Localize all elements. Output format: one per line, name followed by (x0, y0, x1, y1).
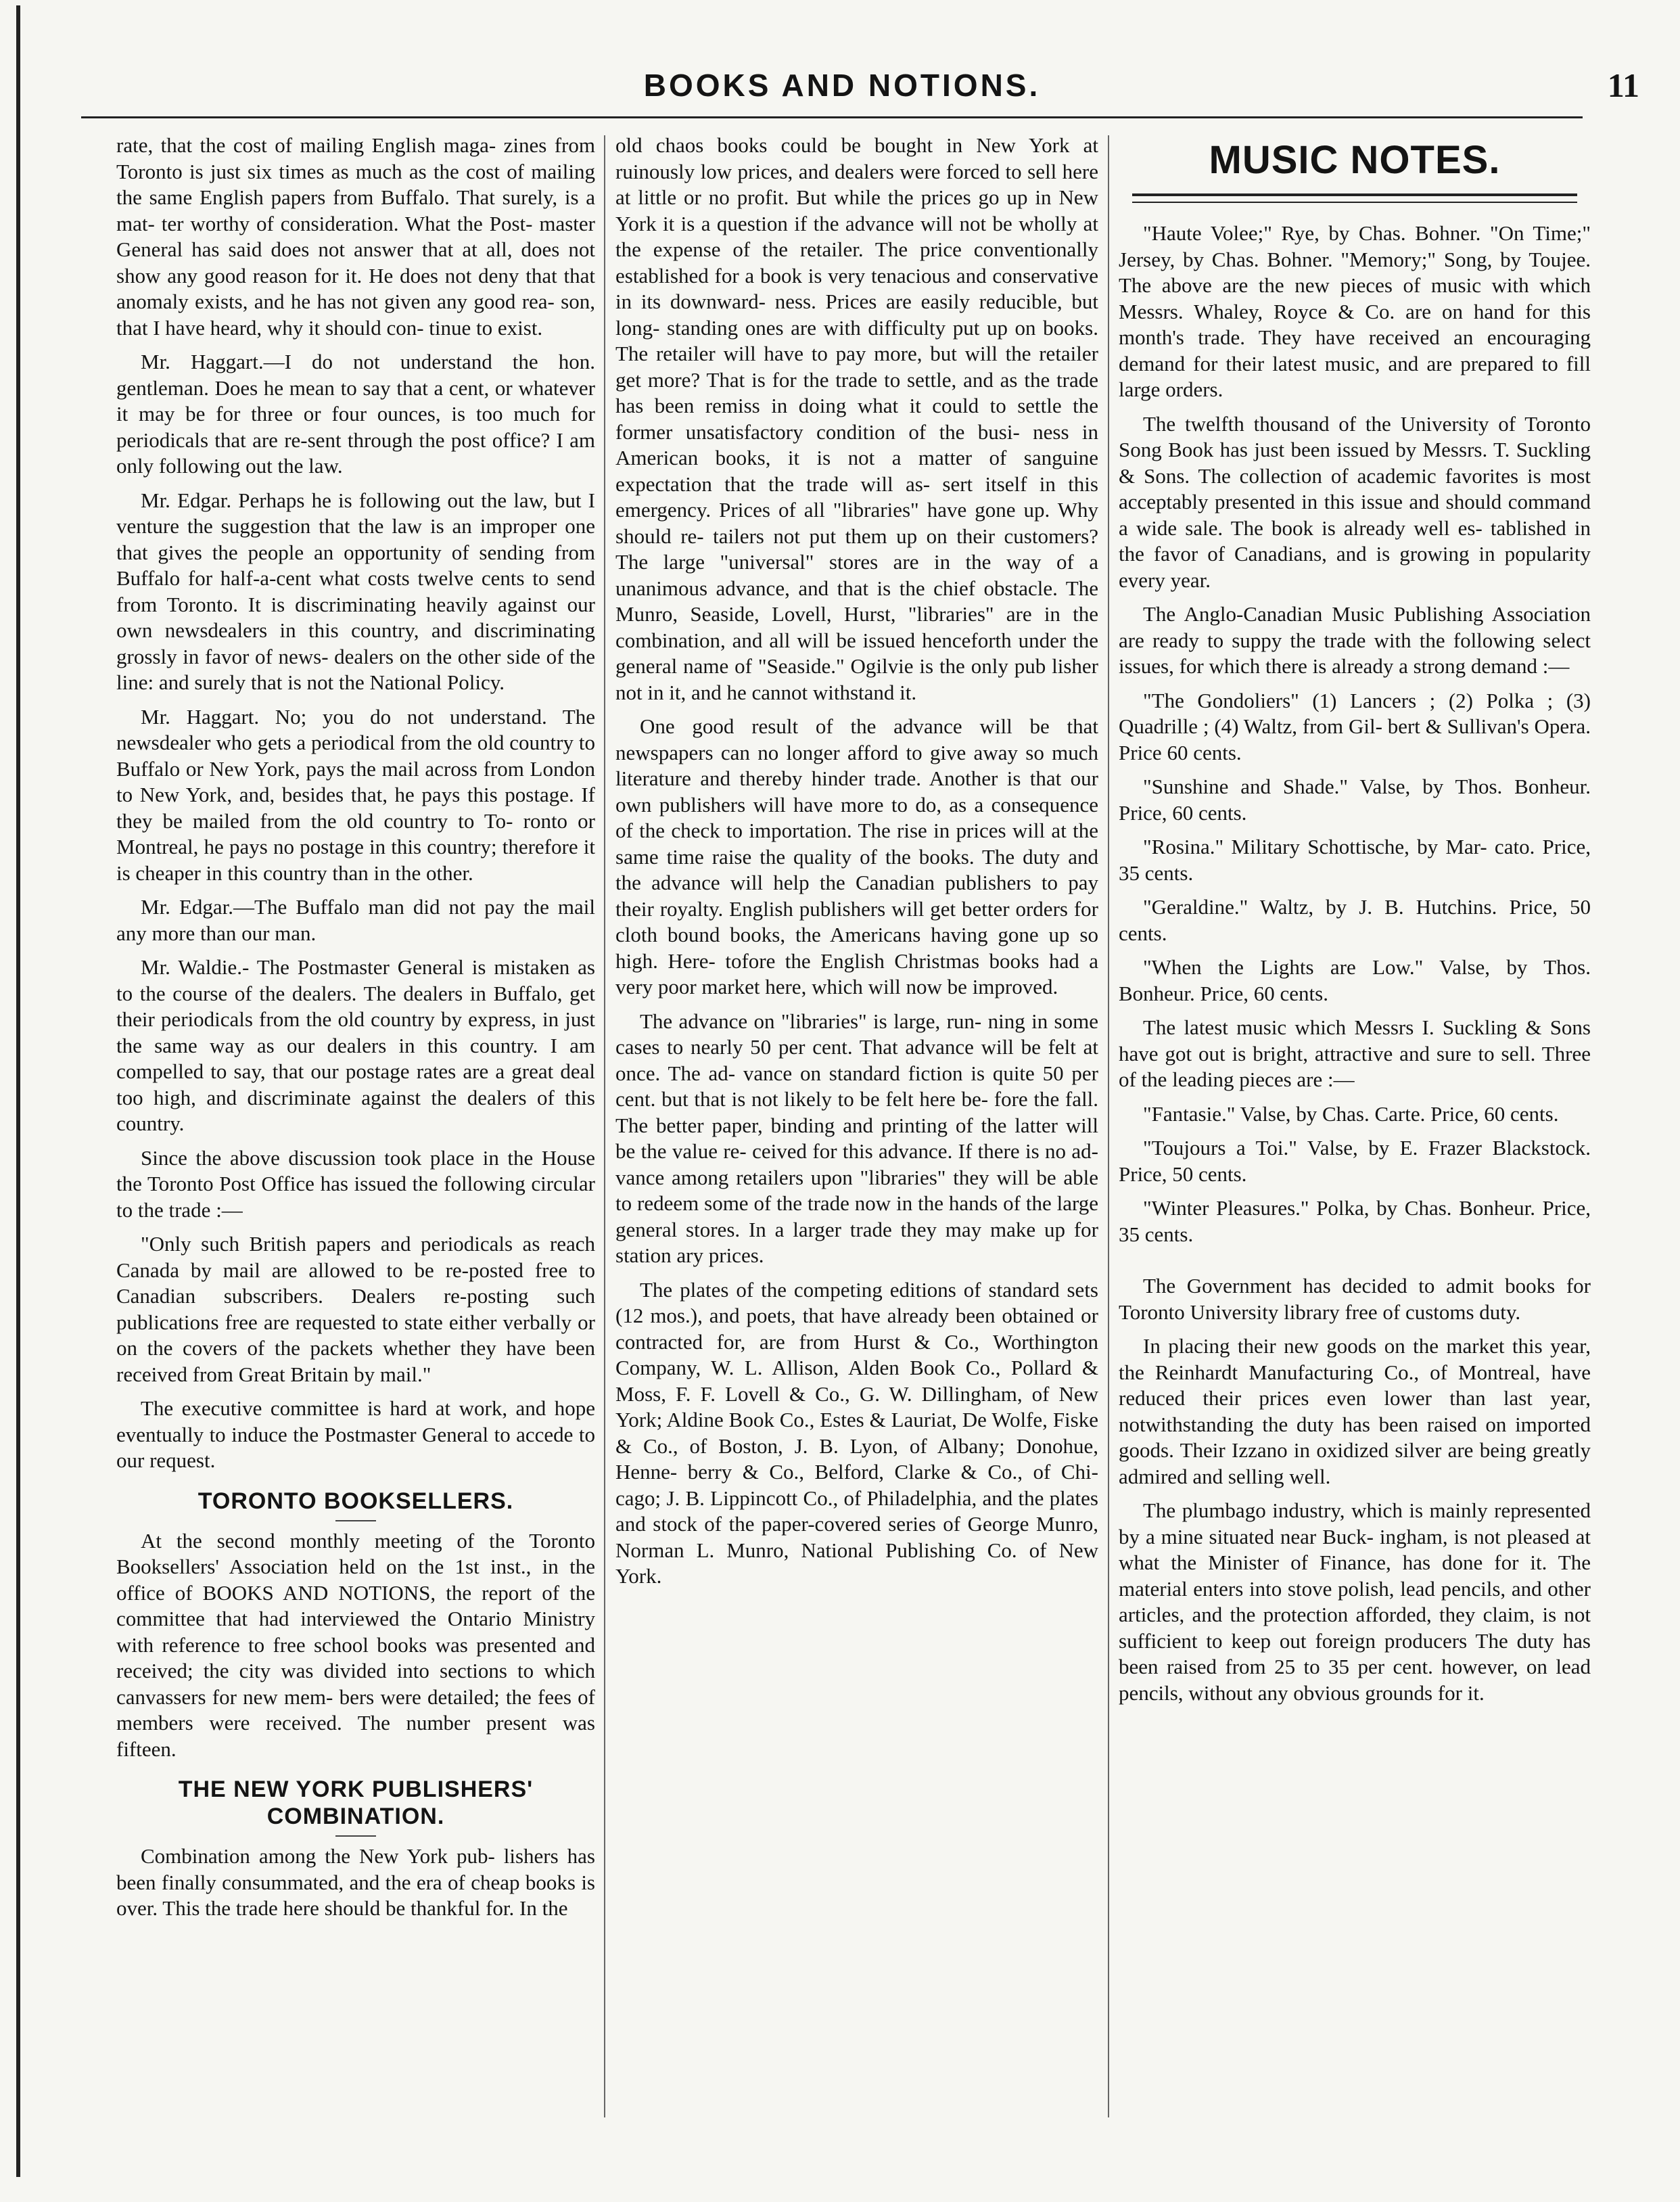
paragraph: Mr. Edgar.—The Buffalo man did not pay the mail any more than our man. (116, 895, 595, 945)
music-listing: "The Gondoliers" (1) Lancers ; (2) Polka ; (3) Quadrille ; (4) Waltz, from Gil- bert & Sullivan's Opera. Price 60 cents. (1119, 688, 1591, 764)
paragraph: The twelfth thousand of the University of Toronto Song Book has just been issued by Messrs. T. Suckling & Sons. The collection of academic favorites is most acceptably presented in this issue and should command a wide sale. The book is already well es- tablished in the favor of Canadians, and is growing in popularity every year. (1119, 411, 1591, 592)
column-middle (615, 133, 1098, 2155)
music-listing: "Winter Pleasures." Polka, by Chas. Bonheur. Price, 35 cents. (1119, 1196, 1591, 1246)
page-number: 11 (1607, 66, 1639, 104)
paragraph: Combination among the New York pub- lishers has been finally consummated, and the era of cheap books is over. This the trade here should be thankful for. In the (116, 1844, 595, 1920)
paragraph: Mr. Edgar. Perhaps he is following out the law, but I venture the suggestion that the law is an improper one that gives the people an opportunity of sending from Buffalo for half-a-cent what costs twelve cents to send from Toronto. It is discriminating heavily against our own newsdealers in this country, and discriminating grossly in favor of news- dealers on the other side of the line: and surely that is not the National Policy. (116, 488, 595, 694)
paragraph: The latest music which Messrs I. Suckling & Sons have got out is bright, attractive and sure to sell. Three of the leading pieces are :— (1119, 1015, 1591, 1091)
paragraph: "Only such British papers and periodicals as reach Canada by mail are allowed to be re-posted free to Canadian subscribers. Dealers re-posting such publications free are requested to state either verbally or on the covers of the packets whether they have been received from Great Britain by mail." (116, 1232, 595, 1386)
column-left (116, 133, 595, 2155)
heading-toronto-booksellers: TORONTO BOOKSELLERS. (197, 1488, 514, 1514)
paragraph: One good result of the advance will be that newspapers can no longer afford to give away so much literature and thereby hinder trade. Another is that our own publishers will have more to do, as a consequence of the check to importation. The rise in prices will at the same time raise the quality of the books. The duty and the advance will help the Canadian publishers to pay their royalty. English publishers will get better orders for cloth bound books, the Americans having gone up so high. Here- tofore the English Christmas books had a very poor market here, which will now be improved. (615, 714, 1098, 999)
column-rule-2 (1108, 135, 1109, 2117)
music-listing: "Fantasie." Valse, by Chas. Carte. Price, 60 cents. (1143, 1101, 1559, 1126)
music-listing: "Toujours a Toi." Valse, by E. Frazer Blackstock. Price, 50 cents. (1119, 1136, 1591, 1186)
music-listing: "Rosina." Military Schottische, by Mar- cato. Price, 35 cents. (1119, 835, 1591, 885)
page-header (41, 65, 1643, 112)
paragraph: The advance on "libraries" is large, run- ning in some cases to nearly 50 per cent. That advance will be felt at once. The ad- vance on standard fiction is quite 50 per cent. but that is not likely to be felt here be- fore the fall. The better paper, binding and printing of the latter will be the value re- ceived for this advance. If there is no ad- vance among retailers upon "libraries" they will be able to redeem some of the trade now in the hands of the large general stores. In a larger trade they may make up for station ary prices. (615, 1009, 1098, 1267)
running-title: BOOKS AND NOTIONS. (643, 68, 1041, 103)
paragraph: Mr. Haggart.—I do not understand the hon. gentleman. Does he mean to say that a cent, or whatever it may be for three or four ounces, is too much for periodicals that are re-sent through the post office? I am only following out the law. (116, 350, 595, 478)
paragraph: At the second monthly meeting of the Toronto Booksellers' Association held on the 1st inst., in the office of BOOKS AND NOTIONS, the report of the committee that had interviewed the Ontario Ministry with reference to free school books was presented and received; the city was divided into sections to which canvassers for new mem- bers were detailed; the fees of members were received. The number present was fifteen. (116, 1528, 595, 1761)
heading-rule (335, 1520, 376, 1521)
paragraph: The plates of the competing editions of standard sets (12 mos.), and poets, that have already been obtained or contracted for, are from Hurst & Co., Worthington Company, W. L. Allison, Alden Book Co., Pollard & Moss, F. F. Lovell & Co., G. W. Dillingham, of New York; Aldine Book Co., Estes & Lauriat, De Wolfe, Fiske & Co., of Boston, J. B. Lyon, of Albany; Donohue, Henne- berry & Co., Belford, Clarke & Co., of Chi- cago; J. B. Lippincott Co., of Philadelphia, and the plates and stock of the paper-covered series of George Munro, Norman L. Munro, National Publishing Co. of New York. (615, 1277, 1098, 1588)
heading-double-rule (1132, 193, 1577, 203)
header-rule (81, 116, 1583, 118)
heading-music-notes: MUSIC NOTES. (1209, 138, 1501, 182)
paragraph: The Government has decided to admit books for Toronto University library free of customs duty. (1119, 1274, 1591, 1324)
paragraph: rate, that the cost of mailing English maga- zines from Toronto is just six times as much as the cost of mailing the same English papers from Buffalo. That surely, is a mat- ter worthy of consideration. What the Post- master General has said does not answer that at all, does not show any good reason for it. He does not deny that that anomaly exists, and he has not given any good rea- son, that I have heard, why it should con- tinue to exist. (116, 133, 595, 340)
paragraph: Since the above discussion took place in the House the Toronto Post Office has issued the following circular to the trade :— (116, 1145, 595, 1222)
paragraph: In placing their new goods on the market this year, the Reinhardt Manufacturing Co., of Montreal, have reduced their prices even lower than last year, notwithstanding the duty has been raised on imported goods. Their Izzano in oxidized silver are being greatly admired and selling well. (1119, 1334, 1591, 1488)
page-edge (16, 5, 20, 2177)
paragraph: The Anglo-Canadian Music Publishing Association are ready to suppy the trade with the following select issues, for which there is already a strong demand :— (1119, 602, 1591, 678)
paragraph: "Haute Volee;" Rye, by Chas. Bohner. "On Time;" Jersey, by Chas. Bohner. "Memory;" Song, by Toujee. The above are the new pieces of music with which Messrs. Whaley, Royce & Co. are on hand for this month's trade. They have received an encouraging demand for their latest music, and are prepared to fill large orders. (1119, 221, 1591, 401)
heading-rule (335, 1835, 376, 1837)
paragraph: Mr. Haggart. No; you do not understand. The newsdealer who gets a periodical from the old country to Buffalo or New York, pays the mail across from London to New York, and, besides that, he pays this postage. If they be mailed from the old country to To- ronto or Montreal, he pays no postage in this country; therefore it is cheaper in this country than in the other. (116, 704, 595, 885)
column-rule-1 (604, 135, 605, 2117)
music-listing: "Geraldine." Waltz, by J. B. Hutchins. Price, 50 cents. (1119, 895, 1591, 945)
paragraph: The plumbago industry, which is mainly represented by a mine situated near Buck- ingham, is not pleased at what the Minister of Finance, has done for it. The material enters into stove polish, lead pencils, and other articles, and the protection afforded, they claim, is not sufficient to keep out foreign producers The duty has been raised from 25 to 35 per cent. however, on lead pencils, without any obvious grounds for it. (1119, 1498, 1591, 1705)
column-right (1119, 133, 1591, 2155)
music-listing: "Sunshine and Shade." Valse, by Thos. Bonheur. Price, 60 cents. (1119, 775, 1591, 825)
spacer (1119, 1256, 1591, 1273)
paragraph: The executive committee is hard at work, and hope eventually to induce the Postmaster General to accede to our request. (116, 1396, 595, 1472)
music-listing: "When the Lights are Low." Valse, by Thos. Bonheur. Price, 60 cents. (1119, 955, 1591, 1005)
heading-new-york-publishers: THE NEW YORK PUBLISHERS' COMBINATION. (178, 1776, 534, 1829)
paragraph: old chaos books could be bought in New York at ruinously low prices, and dealers were forced to sell here at little or no profit. But while the prices go up in New York it is a question if the advance will not be wholly at the expense of the retailer. The price conventionally established for a book is very tenacious and conservative in its downward- ness. Prices are easily reducible, but long- standing ones are with difficulty put up on books. The retailer will have to pay more, but will the retailer get more? That is for the trade to settle, and as the trade has been remiss in doing what it could to settle the former unsatisfactory condition of the busi- ness in American books, it is not a matter of sanguine expectation that the trade will as- sert itself in this emergency. Prices of all "libraries" have gone up. Why should re- tailers not put them up on their customers? The large "universal" stores are in the way of a unanimous advance, and that is the chief obstacle. The Munro, Seaside, Lovell, Hurst, "libraries" are in the combination, and all will be issued henceforth under the general name of "Seaside." Ogilvie is the only pub lisher not in it, and he cannot withstand it. (615, 133, 1098, 704)
paragraph: Mr. Waldie.- The Postmaster General is mistaken as to the course of the dealers. The dealers in Buffalo, get their periodicals from the old country by express, in just the same way as our dealers in this country. I am compelled to say, that our postage rates are a great deal too high, and discriminate against the dealers of this country. (116, 955, 595, 1135)
